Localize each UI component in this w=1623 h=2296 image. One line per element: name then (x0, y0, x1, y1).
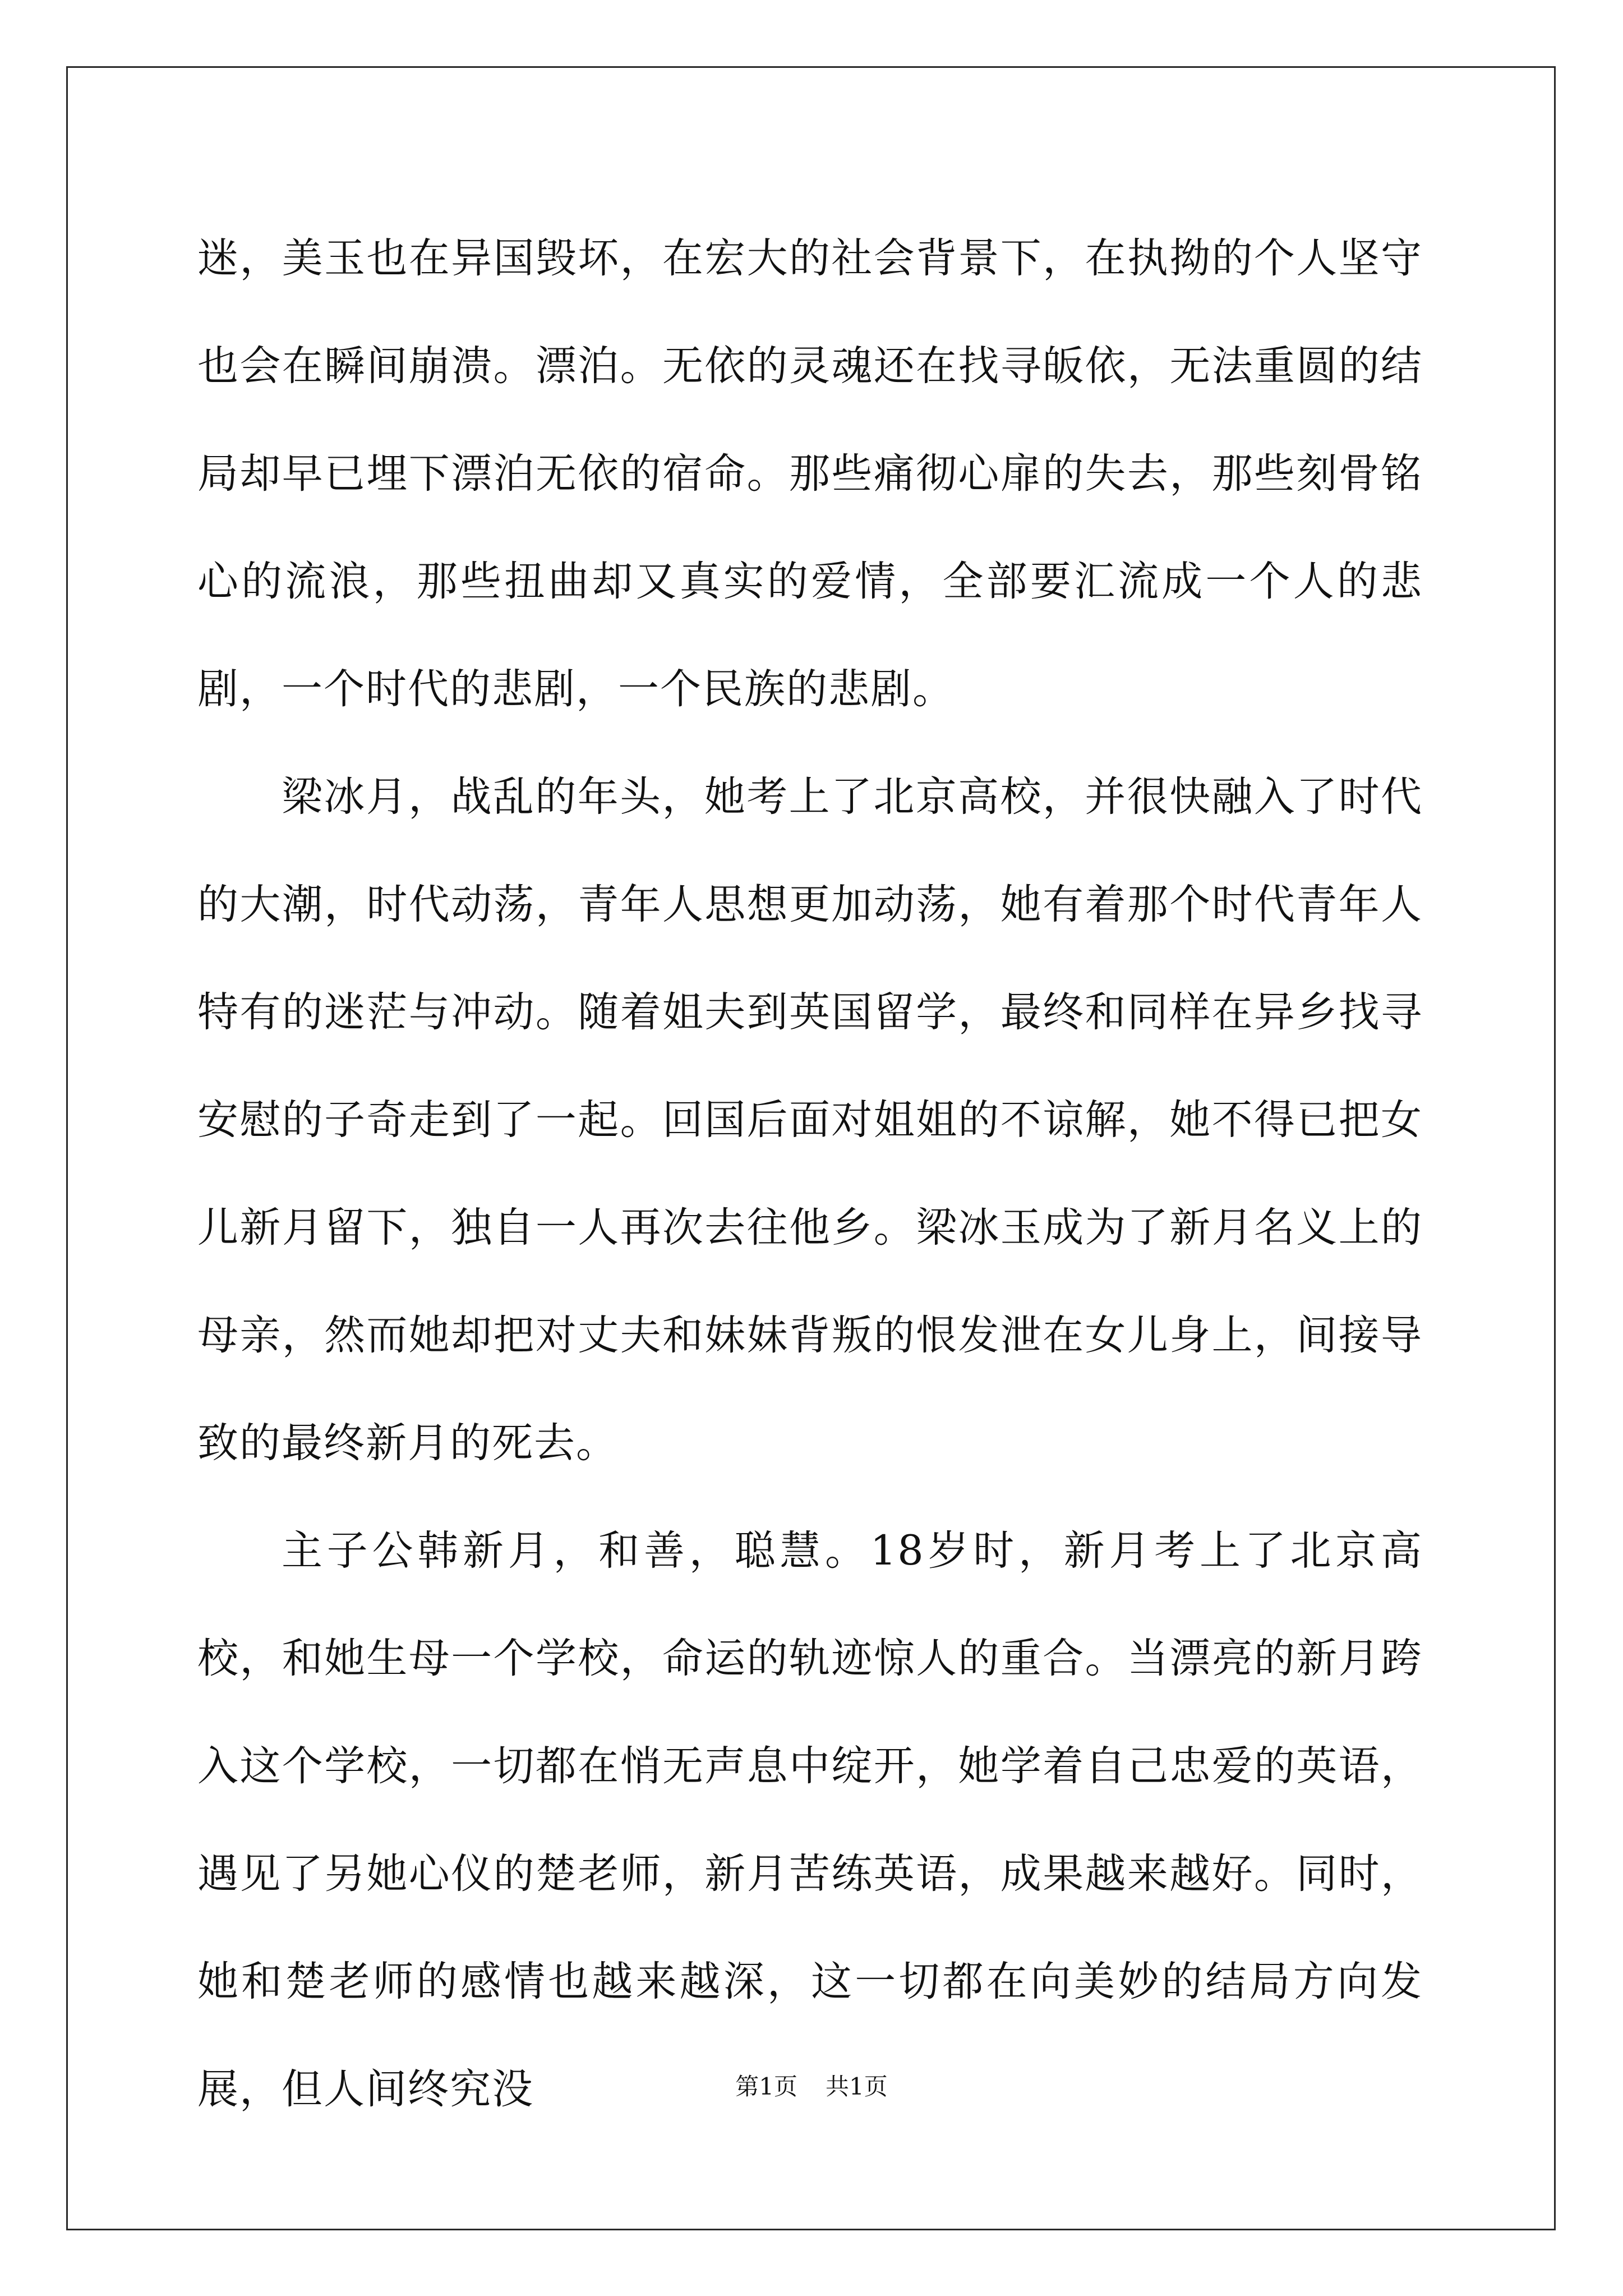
document-body (197, 205, 1423, 2143)
page-number: 第1页 (735, 2073, 797, 2100)
paragraph-2: 梁冰月，战乱的年头，她考上了北京高校，并很快融入了时代的大潮，时代动荡，青年人思想更加动荡，她有着那个时代青年人特有的迷茫与冲动。随着姐夫到英国留学，最终和同样在异乡找寻安慰的子奇走到了一起。回国后面对姐姐的不谅解，她不得已把女儿新月留下，独自一人再次去往他乡。梁冰玉成为了新月名义上的母亲，然而她却把对丈夫和妹妹背叛的恨发泄在女儿身上，间接导致的最终新月的死去。 (197, 773, 1423, 1467)
paragraph-3: 主子公韩新月，和善，聪慧。18岁时，新月考上了北京高校，和她生母一个学校，命运的轨迹惊人的重合。当漂亮的新月跨入这个学校，一切都在悄无声息中绽开，她学着自己忠爱的英语，遇见了另她心仪的楚老师，新月苦练英语，成果越来越好。同时，她和楚老师的感情也越来越深，这一切都在向美妙的结局方向发展，但人间终究没 (197, 1527, 1423, 2113)
page-footer (0, 2070, 1623, 2104)
paragraph-1: 迷，美玉也在异国毁坏，在宏大的社会背景下，在执拗的个人坚守也会在瞬间崩溃。漂泊。无依的灵魂还在找寻皈依，无法重圆的结局却早已埋下漂泊无依的宿命。那些痛彻心扉的失去，那些刻骨铭心的流浪，那些扭曲却又真实的爱情，全部要汇流成一个人的悲剧，一个时代的悲剧，一个民族的悲剧。 (197, 234, 1423, 713)
page-total: 共1页 (826, 2073, 888, 2100)
